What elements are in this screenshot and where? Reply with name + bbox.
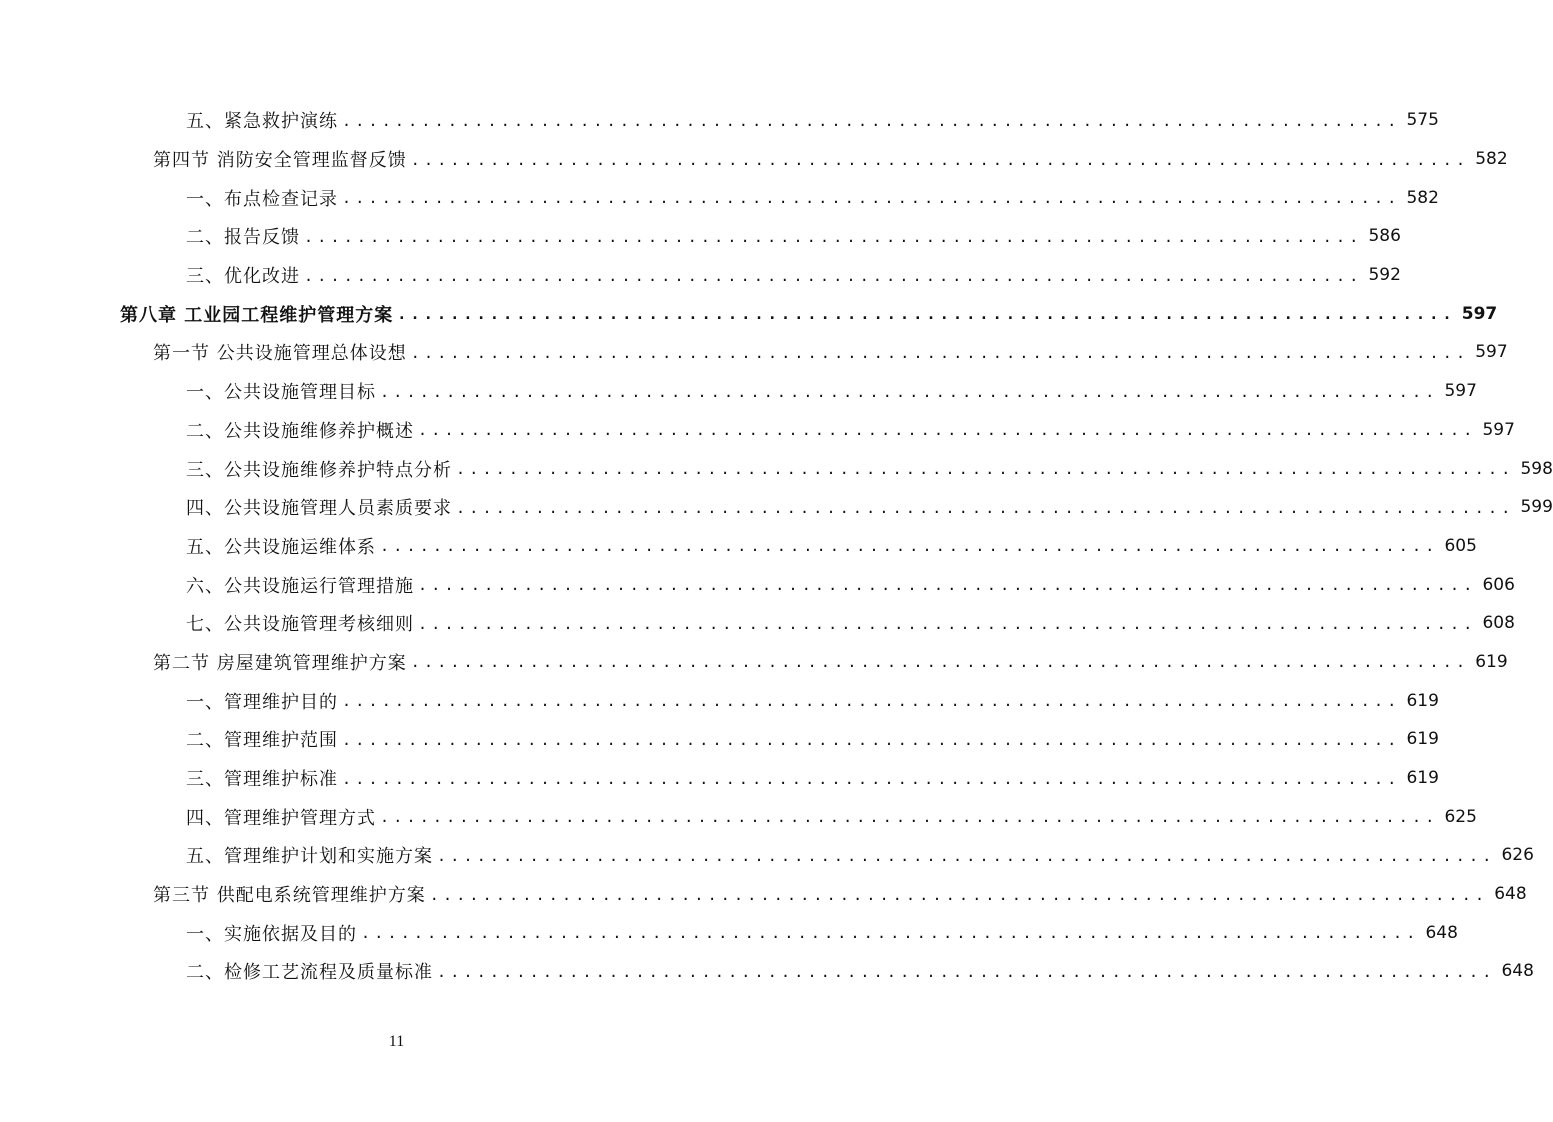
toc-entry-title: 三、公共设施维修养护特点分析: [186, 459, 452, 481]
toc-dot-leader: ................................................................................: [410, 653, 1470, 672]
toc-entry-title: 五、公共设施运维体系: [186, 536, 376, 558]
toc-entry-title: 五、管理维护计划和实施方案: [186, 846, 433, 868]
toc-dot-leader: ................................................................................: [418, 421, 1477, 440]
toc-subsection-entry[interactable]: [0, 797, 1477, 836]
toc-subsection-entry[interactable]: [0, 217, 1401, 256]
toc-section-entry[interactable]: [0, 643, 1508, 682]
toc-dot-leader: ................................................................................: [437, 962, 1496, 981]
toc-subsection-entry[interactable]: [0, 411, 1515, 450]
toc-entry-title: 三、管理维护标准: [186, 769, 338, 791]
toc-entry-page: 592: [1368, 265, 1401, 286]
toc-dot-leader: ................................................................................: [380, 382, 1439, 401]
toc-dot-leader: ................................................................................: [342, 692, 1401, 711]
toc-entry-page: 586: [1368, 226, 1401, 247]
toc-entry-page: 648: [1494, 884, 1527, 905]
toc-entry-title: 二、管理维护范围: [186, 730, 338, 752]
toc-dot-leader: ................................................................................: [304, 227, 1363, 246]
table-of-contents: [0, 101, 1553, 991]
toc-entry-title: 第八章 工业园工程维护管理方案: [120, 304, 394, 326]
toc-entry-page: 625: [1444, 806, 1477, 827]
toc-subsection-entry[interactable]: [0, 759, 1439, 798]
toc-subsection-entry[interactable]: [0, 178, 1439, 217]
toc-entry-page: 575: [1406, 110, 1439, 131]
toc-entry-page: 626: [1501, 845, 1534, 866]
toc-entry-page: 605: [1444, 535, 1477, 556]
toc-subsection-entry[interactable]: [0, 836, 1534, 875]
toc-section-entry[interactable]: [0, 333, 1508, 372]
toc-entry-title: 第一节 公共设施管理总体设想: [153, 343, 407, 365]
toc-entry-page: 599: [1520, 497, 1553, 518]
toc-dot-leader: ................................................................................: [437, 846, 1496, 865]
toc-subsection-entry[interactable]: [0, 952, 1534, 991]
toc-entry-title: 二、公共设施维修养护概述: [186, 420, 414, 442]
toc-entry-page: 582: [1475, 149, 1508, 170]
toc-dot-leader: ................................................................................: [418, 576, 1477, 595]
toc-subsection-entry[interactable]: [0, 101, 1439, 140]
toc-subsection-entry[interactable]: [0, 681, 1439, 720]
toc-entry-title: 二、报告反馈: [186, 227, 300, 249]
toc-subsection-entry[interactable]: [0, 527, 1477, 566]
toc-section-entry[interactable]: [0, 875, 1527, 914]
toc-entry-title: 一、管理维护目的: [186, 691, 338, 713]
toc-subsection-entry[interactable]: [0, 720, 1439, 759]
toc-subsection-entry[interactable]: [0, 913, 1458, 952]
toc-entry-title: 三、优化改进: [186, 266, 300, 288]
toc-entry-title: 第四节 消防安全管理监督反馈: [153, 150, 407, 172]
toc-entry-title: 一、布点检查记录: [186, 188, 338, 210]
toc-dot-leader: ................................................................................: [410, 343, 1470, 362]
toc-entry-page: 619: [1406, 690, 1439, 711]
page-number: 11: [388, 1033, 405, 1050]
toc-entry-title: 六、公共设施运行管理措施: [186, 575, 414, 597]
toc-dot-leader: ................................................................................: [342, 769, 1401, 788]
toc-dot-leader: ................................................................................: [418, 614, 1477, 633]
toc-dot-leader: ................................................................................: [429, 885, 1489, 904]
toc-dot-leader: ................................................................................: [361, 924, 1420, 943]
toc-entry-page: 608: [1482, 613, 1515, 634]
toc-subsection-entry[interactable]: [0, 604, 1515, 643]
toc-entry-title: 一、实施依据及目的: [186, 923, 357, 945]
toc-dot-leader: ................................................................................: [410, 150, 1470, 169]
toc-entry-page: 606: [1482, 574, 1515, 595]
toc-subsection-entry[interactable]: [0, 449, 1553, 488]
toc-dot-leader: ................................................................................: [342, 730, 1401, 749]
toc-section-entry[interactable]: [0, 140, 1508, 179]
toc-subsection-entry[interactable]: [0, 488, 1553, 527]
toc-entry-title: 第三节 供配电系统管理维护方案: [153, 885, 426, 907]
toc-entry-title: 四、公共设施管理人员素质要求: [186, 498, 452, 520]
toc-dot-leader: ................................................................................: [380, 808, 1439, 827]
toc-entry-page: 597: [1461, 303, 1498, 324]
toc-entry-page: 619: [1406, 768, 1439, 789]
toc-chapter-entry[interactable]: [0, 294, 1498, 333]
toc-dot-leader: ................................................................................: [456, 460, 1515, 479]
toc-entry-title: 第二节 房屋建筑管理维护方案: [153, 652, 407, 674]
toc-entry-title: 四、管理维护管理方式: [186, 807, 376, 829]
toc-entry-page: 582: [1406, 187, 1439, 208]
toc-entry-page: 648: [1425, 922, 1458, 943]
toc-entry-title: 二、检修工艺流程及质量标准: [186, 962, 433, 984]
toc-subsection-entry[interactable]: [0, 372, 1477, 411]
toc-entry-title: 七、公共设施管理考核细则: [186, 614, 414, 636]
toc-entry-page: 619: [1475, 651, 1508, 672]
toc-dot-leader: ................................................................................: [304, 266, 1363, 285]
toc-entry-title: 五、紧急救护演练: [186, 111, 338, 133]
toc-dot-leader: ................................................................................: [397, 305, 1456, 324]
toc-subsection-entry[interactable]: [0, 565, 1515, 604]
toc-entry-page: 597: [1482, 419, 1515, 440]
toc-dot-leader: ................................................................................: [456, 498, 1515, 517]
toc-entry-title: 一、公共设施管理目标: [186, 382, 376, 404]
toc-entry-page: 597: [1444, 381, 1477, 402]
toc-entry-page: 598: [1520, 458, 1553, 479]
toc-dot-leader: ................................................................................: [342, 111, 1401, 130]
toc-dot-leader: ................................................................................: [380, 537, 1439, 556]
toc-entry-page: 597: [1475, 342, 1508, 363]
toc-entry-page: 648: [1501, 961, 1534, 982]
toc-entry-page: 619: [1406, 729, 1439, 750]
toc-dot-leader: ................................................................................: [342, 189, 1401, 208]
toc-subsection-entry[interactable]: [0, 256, 1401, 295]
